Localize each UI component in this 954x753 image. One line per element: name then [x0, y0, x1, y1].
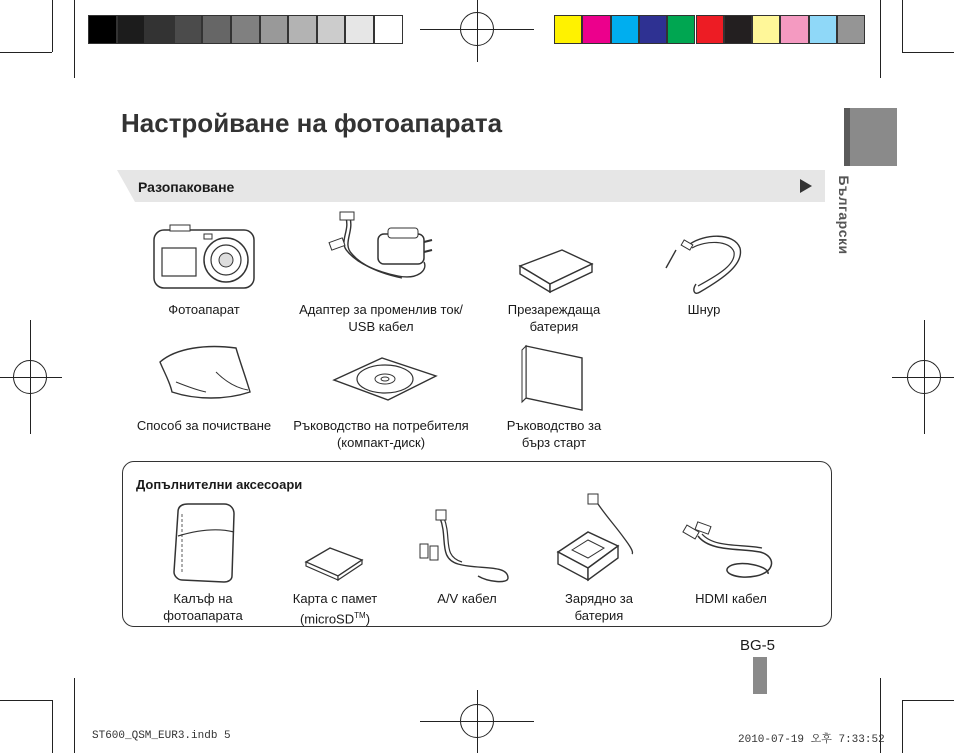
calibration-swatch	[317, 15, 346, 44]
av-cable-icon	[418, 508, 518, 584]
memory-card-icon	[304, 546, 364, 582]
page-title: Настройване на фотоапарата	[121, 108, 503, 138]
side-tab-stripe	[844, 108, 850, 166]
footer-timestamp: 2010-07-19 오후 7:33:52	[738, 734, 885, 746]
cleaning-cloth-icon	[156, 342, 256, 402]
battery-charger-icon	[554, 494, 644, 586]
calibration-swatch	[345, 15, 374, 44]
calibration-swatch	[145, 15, 174, 44]
page-number-tab	[753, 657, 767, 694]
optional-accessories-title: Допълнителни аксесоари	[136, 477, 303, 492]
side-language-label: Български	[836, 175, 852, 255]
caption-av-cable: A/V кабел	[437, 591, 497, 606]
side-tab	[844, 108, 897, 166]
caption-battery: Презареждаща батерия	[507, 302, 601, 334]
calibration-swatch	[174, 15, 203, 44]
calibration-swatch	[231, 15, 260, 44]
calibration-swatch	[696, 15, 724, 44]
calibration-swatch	[288, 15, 317, 44]
caption-cleaning-cloth: Способ за почистване	[136, 418, 272, 433]
calibration-swatch	[117, 15, 146, 44]
camera-case-icon	[168, 502, 238, 582]
calibration-swatch	[724, 15, 752, 44]
calibration-swatch	[374, 15, 403, 44]
caption-user-manual-cd: Ръководство на потребителя (компакт-диск)	[293, 418, 469, 450]
ac-adapter-icon	[328, 212, 438, 292]
caption-ac-adapter: Адаптер за променлив ток/ USB кабел	[299, 302, 463, 334]
calibration-swatch	[639, 15, 667, 44]
caption-battery-charger: Зарядно за батерия	[564, 591, 634, 623]
calibration-swatch	[88, 15, 117, 44]
calibration-swatch	[611, 15, 639, 44]
quick-guide-icon	[520, 344, 590, 414]
caption-strap: Шнур	[687, 302, 721, 317]
caption-quick-guide: Ръководство за бърз старт	[506, 418, 602, 450]
calibration-swatch	[667, 15, 695, 44]
hdmi-cable-icon	[680, 522, 780, 582]
caption-hdmi-cable: HDMI кабел	[695, 591, 767, 606]
cd-icon	[330, 354, 440, 404]
calibration-swatch	[752, 15, 780, 44]
camera-icon	[150, 220, 260, 290]
calibration-swatch	[582, 15, 610, 44]
page-number: BG-5	[740, 637, 776, 654]
caption-camera-case: Калъф на фотоапарата	[163, 591, 243, 623]
calibration-swatch	[837, 15, 865, 44]
caption-camera: Фотоапарат	[168, 302, 240, 317]
calibration-swatch	[780, 15, 808, 44]
battery-icon	[516, 246, 596, 296]
strap-icon	[664, 228, 744, 298]
footer-file-info: ST600_QSM_EUR3.indb 5	[92, 730, 231, 742]
calibration-swatch	[554, 15, 582, 44]
calibration-swatch	[809, 15, 837, 44]
calibration-swatch	[202, 15, 231, 44]
section-title: Разопаковане	[138, 179, 235, 195]
caption-memory-card: Карта с памет (microSD™)	[292, 591, 378, 627]
calibration-swatch	[260, 15, 289, 44]
